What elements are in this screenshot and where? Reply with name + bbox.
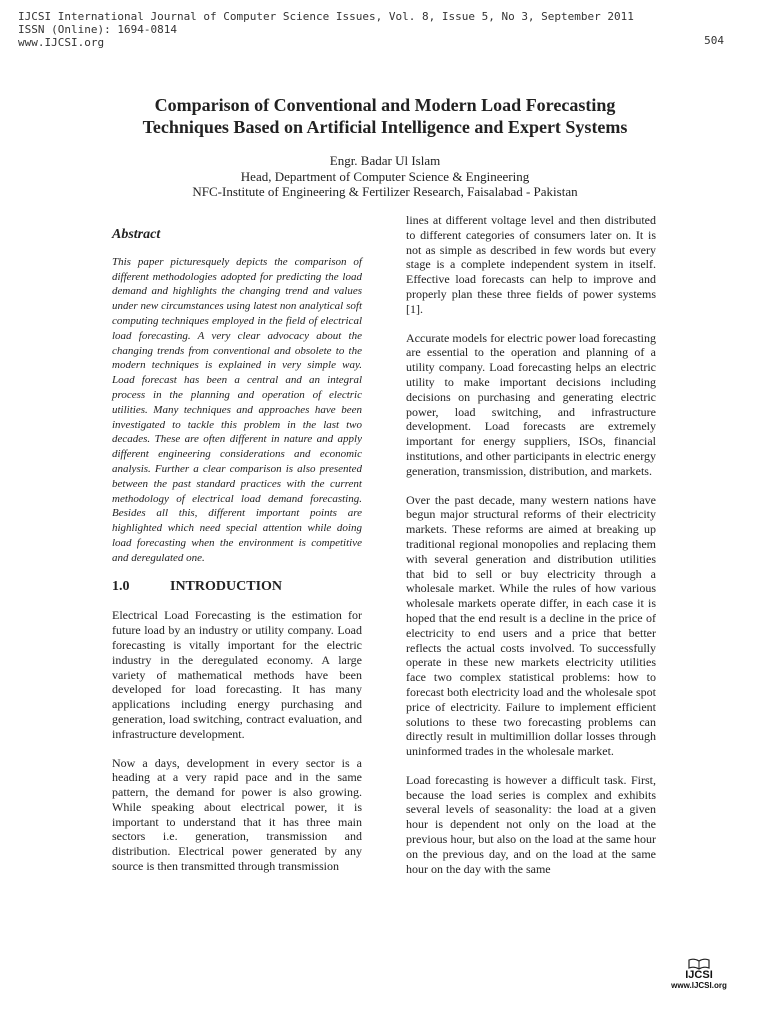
author-position: Head, Department of Computer Science & Engineering xyxy=(240,168,530,184)
abstract-text: This paper picturesquely depicts the comparison of different methodologies adopted for predicting the load demand and highlights the changing trend and values under new circumstances using latest non analytical soft computing techniques employed in the field of electrical load forecasting. A very clear advocacy about the changing trends from conventional and obsolete to the modern techniques is explained in very simple way. Load forecast has been a central and an integral process in the planning and operation of electric utilities. Many techniques and approaches have been investigated to tackle this problem in the last two decades. These are often different in nature and apply different engineering considerations and economic analysis. Further a clear comparison is also presented between the past standard practices with the current methodology of electrical load demand forecasting. Besides all this, different important points are highlighted which need special attention while doing load forecasting when the environment is competitive and deregulated one. xyxy=(112,255,362,564)
right-paragraph-2: Accurate models for electric power load forecasting are essential to the operation and planning of a utility company. Load forecasting helps an electric utility to make important decisions including decisions on purchasing and generating electric power, load switching, and infrastructure development. Load forecasts are extremely important for energy suppliers, ISOs, financial institutions, and other participants in electric energy generation, transmission, distribution, and markets. xyxy=(406,330,656,478)
abstract-heading: Abstract xyxy=(112,227,161,242)
left-column xyxy=(112,228,362,874)
author-affiliation: NFC-Institute of Engineering & Fertilizer Research, Faisalabad - Pakistan xyxy=(192,184,578,199)
author-name: Engr. Badar Ul Islam xyxy=(329,153,441,168)
section-heading-introduction xyxy=(112,580,362,595)
page-number: 504 xyxy=(704,34,724,47)
right-column xyxy=(406,213,656,876)
ijcsi-logo xyxy=(664,958,734,991)
intro-paragraph-1: Electrical Load Forecasting is the estimation for future load by an industry or utility company. Load forecasting is vitally important for the electric industry in the deregulated economy. A large variety of mathematical methods have been developed for load forecasting. It has many applications including energy purchasing and generation, load switching, contract evaluation, and infrastructure development. xyxy=(112,608,362,741)
journal-line: IJCSI International Journal of Computer Science Issues, Vol. 8, Issue 5, No 3, September 2011 xyxy=(18,10,634,23)
section-number: 1.0 xyxy=(112,578,130,594)
paper-title-line-2: Techniques Based on Artificial Intelligence and Expert Systems xyxy=(142,117,628,137)
paper-title-line-1: Comparison of Conventional and Modern Load Forecasting xyxy=(154,95,616,115)
logo-url: www.IJCSI.org xyxy=(671,981,727,990)
section-title: INTRODUCTION xyxy=(170,578,283,594)
right-paragraph-3: Over the past decade, many western nations have begun major structural reforms of their electricity markets. These reforms are aimed at breaking up traditional regional monopolies and replacing them with several generation and distribution utilities that bid to sell or buy electricity through a wholesale market. While the rules of how various wholesale markets operate differ, in each case it is hoped that the end result is a decline in the price of electricity to end users and a price that better reflects the actual costs involved. To successfully operate in these new markets electricity utilities face two complex statistical problems: how to forecast both electricity load and the wholesale spot price of electricity. Failure to implement efficient solutions to these two forecasting problems can directly result in multimillion dollar losses through uninformed trades in the wholesale market. xyxy=(406,492,656,759)
issn-line: ISSN (Online): 1694-0814 xyxy=(18,23,177,36)
intro-paragraph-2: Now a days, development in every sector is a heading at a very rapid pace and in the same pattern, the demand for power is also growing. While speaking about electrical power, it is important to understand that it has three main sectors i.e. generation, transmission and distribution. Electrical power generated by any source is then transmitted through transmission xyxy=(112,755,362,874)
right-paragraph-4: Load forecasting is however a difficult task. First, because the load series is complex and exhibits several levels of seasonality: the load at a given hour is dependent not only on the load at the previous hour, but also on the load at the same hour on the previous day, and on the load at the same hour on the day with the same xyxy=(406,772,656,876)
logo-name: IJCSI xyxy=(685,969,713,981)
running-header xyxy=(18,10,750,49)
title-block xyxy=(60,94,710,200)
journal-url: www.IJCSI.org xyxy=(18,36,105,49)
right-paragraph-1: lines at different voltage level and then distributed to different categories of consumers later on. It is not as simple as described in few words but every stage is a complete independent system in itself. Effective load forecasts can help to improve and properly plan these three fields of power systems [1]. xyxy=(406,213,656,316)
